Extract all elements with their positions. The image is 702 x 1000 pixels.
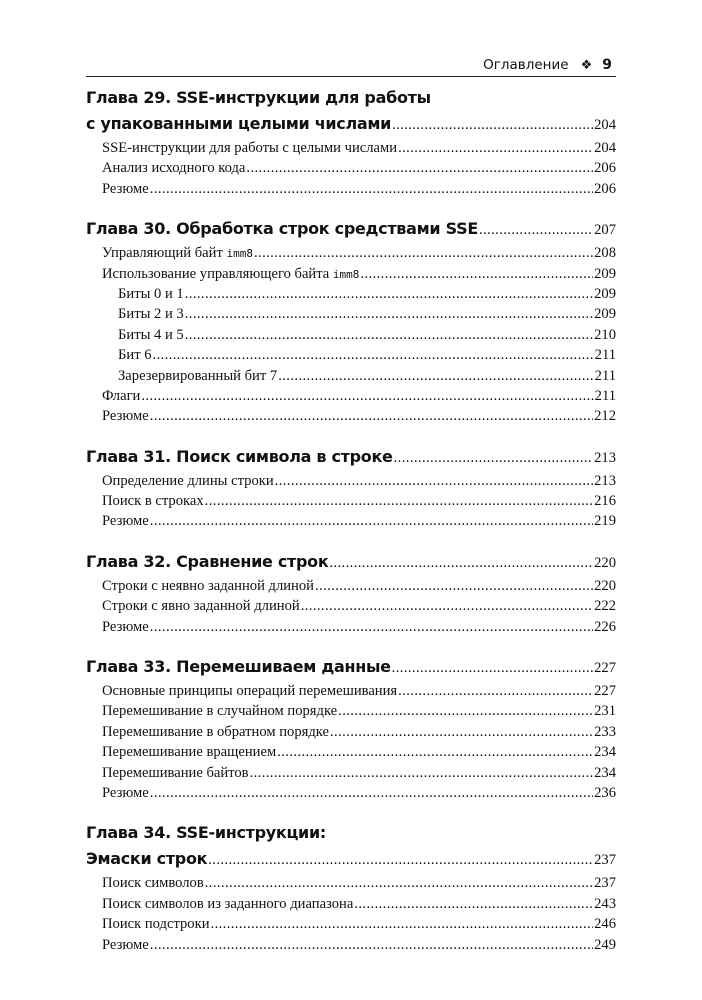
chapter-title-line <box>86 219 616 245</box>
entry-title <box>118 286 184 303</box>
chapter-block <box>86 447 616 534</box>
dot-leader <box>246 160 593 177</box>
entry-title <box>102 785 149 802</box>
dot-leader <box>360 266 593 283</box>
dot-leader <box>338 703 593 720</box>
toc-entry <box>86 347 616 367</box>
entry-title <box>102 388 140 405</box>
entry-title <box>102 493 204 510</box>
header-page-number: 9 <box>602 57 612 73</box>
dot-leader <box>275 473 593 490</box>
chapter-page: 207 <box>594 222 616 239</box>
entry-page: 226 <box>594 618 616 635</box>
entry-text: Поиск в строках <box>102 493 204 510</box>
entry-text: Строки с неявно заданной длиной <box>102 577 314 594</box>
toc-entry <box>86 578 616 598</box>
dot-leader <box>150 619 593 636</box>
dot-leader <box>254 245 593 262</box>
dot-leader <box>315 578 593 595</box>
dot-leader <box>150 513 593 530</box>
entry-title <box>102 765 249 782</box>
entry-title <box>102 875 204 892</box>
entry-page: 233 <box>594 723 616 740</box>
entry-title <box>102 266 359 283</box>
toc-entry <box>86 619 616 639</box>
entry-code: imm8 <box>226 247 253 261</box>
entry-page: 208 <box>594 245 616 262</box>
entry-text: Резюме <box>102 180 149 197</box>
entry-text: Перемешивание в случайном порядке <box>102 703 338 720</box>
entry-text: Резюме <box>102 936 149 953</box>
entry-title <box>102 703 337 720</box>
dot-leader <box>150 785 593 802</box>
entry-page: 243 <box>594 895 616 912</box>
dot-leader <box>150 937 593 954</box>
toc-entry <box>86 266 616 286</box>
chapter-title: Глава 30. Обработка строк средствами SSE <box>86 219 478 239</box>
chapter-title: Глава 34. SSE-инструкции: <box>86 823 326 843</box>
entry-title <box>102 598 300 615</box>
dot-leader <box>354 896 593 913</box>
entry-page: 211 <box>594 367 616 384</box>
entry-page: 206 <box>594 180 616 197</box>
entry-text: Резюме <box>102 513 149 530</box>
dot-leader <box>277 744 593 761</box>
toc-entry <box>86 765 616 785</box>
chapter-page: 237 <box>594 852 616 869</box>
dot-leader <box>278 368 593 385</box>
entry-title <box>102 140 397 157</box>
entry-title <box>102 473 274 490</box>
chapter-title: Глава 32. Сравнение строк <box>86 551 329 571</box>
entry-page: 234 <box>594 764 616 781</box>
header-title: Оглавление <box>483 57 569 73</box>
chapter-title-line <box>86 552 616 578</box>
toc-entry <box>86 408 616 428</box>
chapter-block <box>86 552 616 639</box>
entry-page: 212 <box>594 408 616 425</box>
entry-code: imm8 <box>332 267 360 281</box>
entry-title <box>118 327 184 344</box>
entry-text: Поиск подстроки <box>102 916 210 933</box>
chapter-title: Глава 33. Перемешиваем данные <box>86 657 391 677</box>
dot-leader <box>398 140 593 157</box>
chapter-title-line <box>86 114 616 140</box>
chapter-block <box>86 88 616 201</box>
entry-text: Биты 0 и 1 <box>118 285 184 302</box>
table-of-contents <box>86 88 616 975</box>
entry-title <box>102 408 149 425</box>
dot-leader <box>150 408 593 425</box>
entry-title <box>102 724 329 741</box>
toc-entry <box>86 724 616 744</box>
entry-page: 231 <box>594 703 616 720</box>
dot-leader <box>150 181 593 198</box>
running-header <box>86 54 612 76</box>
toc-entry <box>86 937 616 957</box>
entry-page: 211 <box>594 387 616 404</box>
toc-entry <box>86 683 616 703</box>
toc-entry <box>86 473 616 493</box>
dot-leader <box>250 765 594 782</box>
entry-title <box>102 578 314 595</box>
toc-entry <box>86 875 616 895</box>
toc-entry <box>86 286 616 306</box>
entry-text: Резюме <box>102 408 149 425</box>
chapter-block <box>86 219 616 429</box>
entry-text: Управляющий байт <box>102 245 227 262</box>
entry-page: 227 <box>594 683 616 700</box>
entry-page: 213 <box>594 472 616 489</box>
toc-entry <box>86 916 616 936</box>
chapter-title-line <box>86 849 616 875</box>
chapter-title: Глава 29. SSE-инструкции для работы <box>86 88 431 107</box>
entry-title <box>102 513 149 530</box>
toc-entry <box>86 896 616 916</box>
dot-leader <box>398 683 593 700</box>
toc-entry <box>86 388 616 408</box>
dot-leader <box>205 493 593 510</box>
dot-leader <box>208 852 593 869</box>
entry-title <box>102 937 149 954</box>
entry-page: 210 <box>594 326 616 343</box>
entry-title <box>118 306 184 323</box>
chapter-title-cont: Эмаски строк <box>86 849 208 869</box>
toc-entry <box>86 245 616 265</box>
entry-text: Поиск символов из заданного диапазона <box>102 895 354 912</box>
entry-text: Флаги <box>102 387 141 404</box>
chapter-title-line <box>86 823 616 849</box>
chapter-block <box>86 657 616 805</box>
dot-leader <box>211 916 594 933</box>
entry-text: Поиск символов <box>102 875 204 892</box>
chapter-title-line <box>86 88 616 114</box>
entry-text: Биты 4 и 5 <box>118 326 184 343</box>
entry-text: Использование управляющего байта <box>102 265 333 282</box>
entry-text: Перемешивание байтов <box>102 764 249 781</box>
chapter-page: 213 <box>594 449 616 466</box>
entry-page: 206 <box>594 160 616 177</box>
chapter-title: Глава 31. Поиск символа в строке <box>86 446 393 466</box>
dot-leader <box>392 117 593 134</box>
entry-page: 222 <box>594 598 616 615</box>
entry-page: 234 <box>594 744 616 761</box>
fleuron-icon: ❖ <box>580 57 593 73</box>
toc-entry <box>86 598 616 618</box>
entry-page: 209 <box>594 285 616 302</box>
dot-leader <box>153 347 594 364</box>
dot-leader <box>479 222 593 239</box>
entry-text: Определение длины строки <box>102 472 274 489</box>
entry-title <box>102 744 276 761</box>
entry-text: Перемешивание в обратном порядке <box>102 723 329 740</box>
toc-entry <box>86 703 616 723</box>
toc-entry <box>86 160 616 180</box>
entry-page: 204 <box>594 140 616 156</box>
chapter-page: 227 <box>594 660 616 677</box>
toc-entry <box>86 744 616 764</box>
entry-text: Анализ исходного кода <box>102 160 246 177</box>
entry-page: 216 <box>594 493 616 510</box>
toc-entry <box>86 327 616 347</box>
entry-text: Перемешивание вращением <box>102 744 277 761</box>
entry-text: Основные принципы операций перемешивания <box>102 683 398 700</box>
toc-entry <box>86 306 616 326</box>
entry-title <box>102 683 397 700</box>
dot-leader <box>301 598 593 615</box>
entry-page: 209 <box>594 265 616 282</box>
entry-page: 246 <box>594 916 616 933</box>
toc-entry <box>86 493 616 513</box>
dot-leader <box>141 388 593 405</box>
entry-title <box>102 896 353 913</box>
entry-page: 209 <box>594 306 616 323</box>
entry-page: 237 <box>594 875 616 892</box>
chapter-title-line <box>86 657 616 683</box>
toc-entry <box>86 785 616 805</box>
dot-leader <box>392 660 593 677</box>
entry-title <box>102 181 149 198</box>
toc-entry <box>86 181 616 201</box>
entry-page: 236 <box>594 784 616 801</box>
entry-page: 220 <box>594 577 616 594</box>
dot-leader <box>394 450 593 467</box>
chapter-page: 204 <box>594 117 616 133</box>
entry-title <box>102 245 253 262</box>
dot-leader <box>185 286 593 303</box>
dot-leader <box>330 724 593 741</box>
entry-text: Биты 2 и 3 <box>118 306 184 323</box>
dot-leader <box>205 875 593 892</box>
chapter-title-cont: с упакованными целыми числами <box>86 114 392 133</box>
entry-title <box>102 619 149 636</box>
entry-title <box>102 160 245 177</box>
entry-text: Строки с явно заданной длиной <box>102 598 300 615</box>
entry-text: Бит 6 <box>118 347 152 364</box>
entry-page: 219 <box>594 513 616 530</box>
toc-entry <box>86 513 616 533</box>
entry-text: Зарезервированный бит 7 <box>118 367 278 384</box>
entry-page: 249 <box>594 936 616 953</box>
entry-text: SSE-инструкции для работы с целыми числами <box>102 140 398 156</box>
entry-title <box>118 368 277 385</box>
entry-text: Резюме <box>102 784 149 801</box>
toc-entry <box>86 140 616 160</box>
chapter-title-line <box>86 447 616 473</box>
header-rule <box>86 76 616 77</box>
dot-leader <box>329 555 593 572</box>
toc-entry <box>86 368 616 388</box>
entry-title <box>102 916 210 933</box>
entry-text: Резюме <box>102 618 149 635</box>
chapter-block <box>86 823 616 957</box>
dot-leader <box>185 306 593 323</box>
dot-leader <box>185 327 593 344</box>
entry-page: 211 <box>594 347 616 364</box>
chapter-page: 220 <box>594 554 616 571</box>
entry-title <box>118 347 152 364</box>
